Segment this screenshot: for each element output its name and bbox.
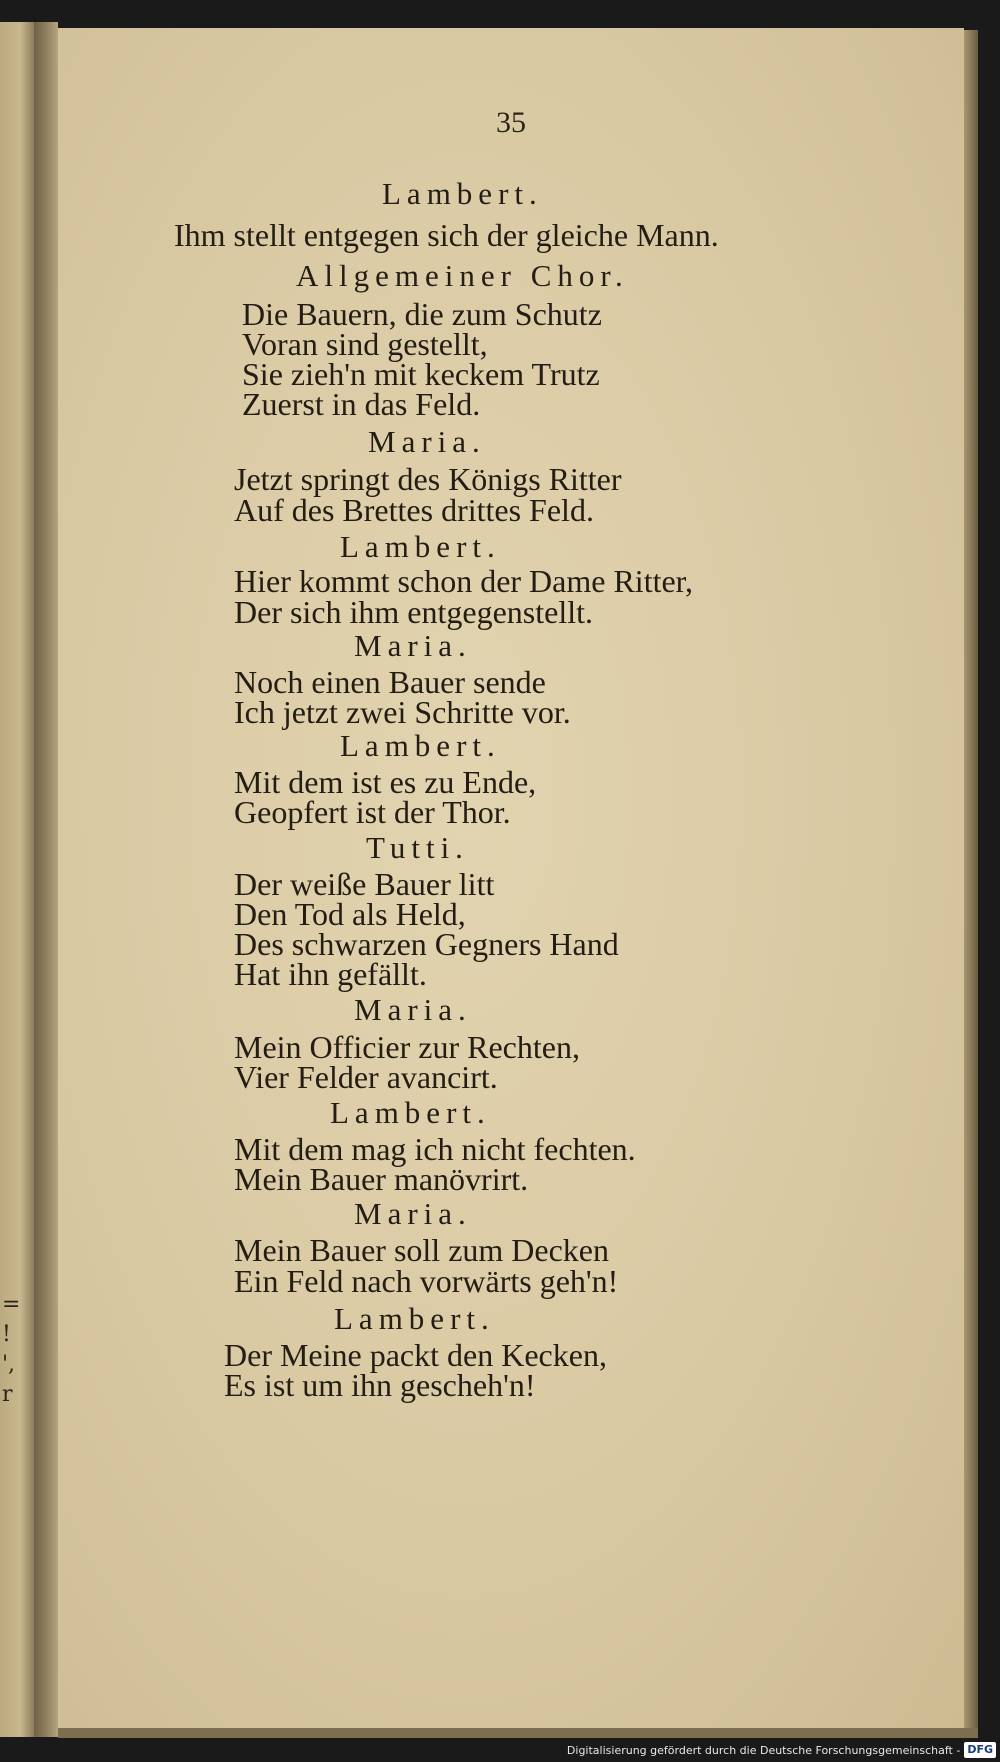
verse-line: Den Tod als Held, xyxy=(234,896,466,932)
speaker-name: Lambert. xyxy=(334,1301,495,1336)
verse-line: Jetzt springt des Königs Ritter xyxy=(234,461,622,497)
left-page-fragment: ', xyxy=(2,1352,16,1377)
verse-line: Der sich ihm entgegenstellt. xyxy=(234,594,594,630)
speaker-name: Maria. xyxy=(354,628,472,663)
left-page-edge xyxy=(0,22,34,1737)
book-page xyxy=(58,28,964,1728)
verse-line: Sie zieh'n mit keckem Trutz xyxy=(242,356,600,392)
speaker-name: Tutti. xyxy=(366,830,469,865)
speaker-name: Lambert. xyxy=(330,1095,491,1130)
verse-line: Mit dem ist es zu Ende, xyxy=(234,764,537,800)
verse-line: Geopfert ist der Thor. xyxy=(234,794,511,830)
verse-line: Auf des Brettes drittes Feld. xyxy=(234,492,594,528)
verse-line: Ein Feld nach vorwärts geh'n! xyxy=(234,1263,619,1299)
verse-line: Der weiße Bauer litt xyxy=(234,866,495,902)
verse-line: Voran sind gestellt, xyxy=(242,326,488,362)
left-page-fragment: ! xyxy=(2,1322,11,1347)
verse-line: Die Bauern, die zum Schutz xyxy=(242,296,602,332)
verse-line: Mein Bauer manövrirt. xyxy=(234,1161,529,1197)
speaker-name: Allgemeiner Chor. xyxy=(296,258,629,293)
dfg-logo-icon: DFG xyxy=(964,1742,996,1758)
page-edge xyxy=(964,30,978,1728)
footer-text: Digitalisierung gefördert durch die Deutsche Forschungsgemeinschaft - xyxy=(566,1743,961,1757)
verse-line: Des schwarzen Gegners Hand xyxy=(234,926,619,962)
verse-line: Es ist um ihn gescheh'n! xyxy=(224,1367,536,1403)
left-page-fragment: = xyxy=(2,1292,21,1317)
speaker-name: Maria. xyxy=(354,992,472,1027)
verse-line: Vier Felder avancirt. xyxy=(234,1059,498,1095)
verse-line: Der Meine packt den Kecken, xyxy=(224,1337,607,1373)
book-gutter xyxy=(34,22,58,1737)
left-page-fragment: r xyxy=(2,1382,13,1407)
speaker-name: Maria. xyxy=(368,424,486,459)
verse-line: Hier kommt schon der Dame Ritter, xyxy=(234,563,694,599)
verse-line: Noch einen Bauer sende xyxy=(234,664,546,700)
speaker-name: Lambert. xyxy=(340,529,501,564)
verse-line: Mit dem mag ich nicht fechten. xyxy=(234,1131,636,1167)
page-number: 35 xyxy=(496,106,526,139)
speaker-name: Maria. xyxy=(354,1196,472,1231)
digitization-footer xyxy=(567,1740,996,1760)
verse-line: Zuerst in das Feld. xyxy=(242,386,481,422)
verse-line: Mein Officier zur Rechten, xyxy=(234,1029,580,1065)
speaker-name: Lambert. xyxy=(382,176,543,211)
speaker-name: Lambert. xyxy=(340,728,501,763)
verse-line: Ich jetzt zwei Schritte vor. xyxy=(234,694,571,730)
verse-line: Mein Bauer soll zum Decken xyxy=(234,1232,609,1268)
page-bottom-edge xyxy=(58,1728,978,1738)
verse-line: Hat ihn gefällt. xyxy=(234,956,427,992)
verse-line: Ihm stellt entgegen sich der gleiche Mann. xyxy=(174,217,719,253)
